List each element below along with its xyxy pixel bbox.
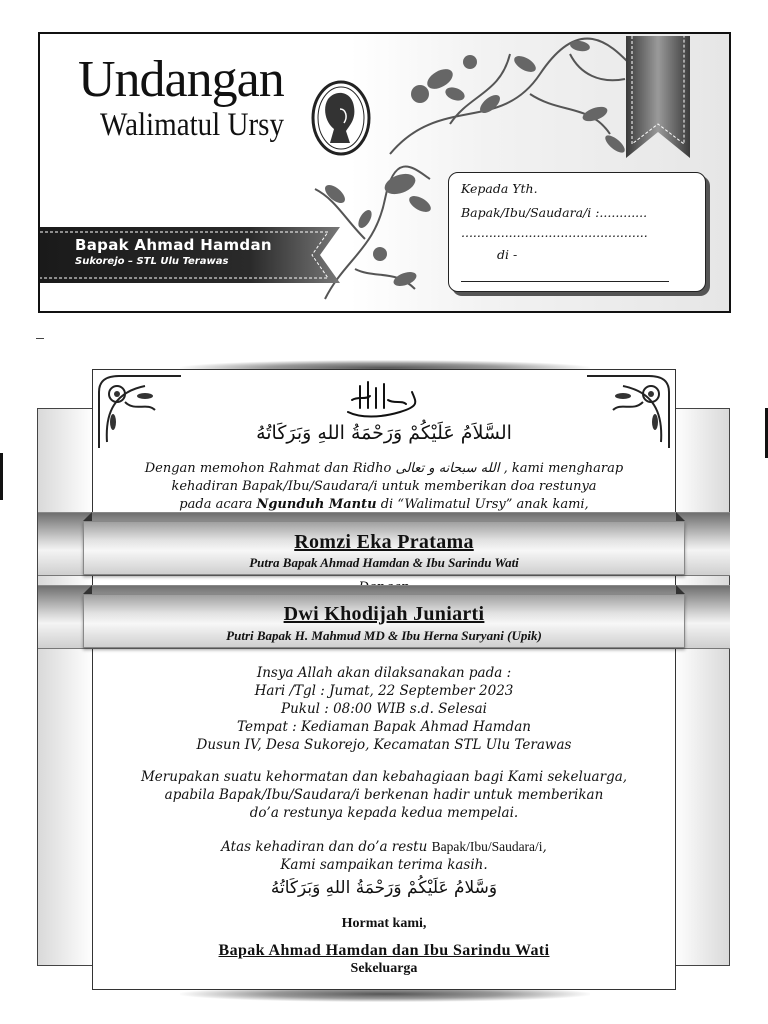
host-name: Bapak Ahmad Hamdan [75,236,272,254]
schedule-line: Insya Allah akan dilaksanakan pada : [256,665,512,681]
closing-line: apabila Bapak/Ibu/Saudara/i berkenan hadir untuk memberikan [164,787,604,803]
closing-line: Merupakan suatu kehormatan dan kebahagiaan bagi Kami sekeluarga, [140,769,628,785]
bookmark-ribbon-icon [626,36,690,158]
floral-vine-icon [380,34,640,174]
envelope-cover [38,32,731,313]
address-line: Bapak/Ibu/Saudara/i :............ [461,205,648,220]
intro-line: Dengan memohon Rahmat dan Ridho الله سبحانه و تعالى , kami mengharap [144,461,624,476]
groom-parents: Putra Bapak Ahmad Hamdan & Ibu Sarindu Wati [249,555,519,570]
groom-name: Romzi Eka Pratama [294,531,474,553]
thanks-line [92,838,676,856]
thanks-line: Kami sampaikan terima kasih. [280,857,488,873]
signer-family: Sekeluarga [350,961,418,976]
thanks-text: , [542,839,547,855]
address-line: Kepada Yth. [461,181,538,196]
ribbon-fold [83,585,92,594]
intro-text: di “Walimatul Ursy” anak kami, [376,497,589,512]
ribbon-fold [676,585,685,594]
edge-mark [0,453,3,500]
cameo-portrait-icon [310,79,372,157]
closing-line: do’a restunya kepada kedua mempelai. [249,805,519,821]
intro-text: pada acara [179,497,257,512]
separator-dash [36,338,44,339]
cover-subtitle: Walimatul Ursy [100,107,284,143]
ribbon-fold [83,512,92,521]
address-rule [461,281,669,282]
schedule-address: Dusun IV, Desa Sukorejo, Kecamatan STL Ulu Terawas [196,737,572,753]
thanks-text: Atas kehadiran dan do’a restu [221,839,432,855]
closing-greeting-arabic: وَسَّلامُ عَلَيْكُمْ وَرَحْمَةُ اللهِ وَبَرَكَاتُهُ [270,878,498,898]
bride-parents: Putri Bapak H. Mahmud MD & Ibu Herna Suryani (Upik) [226,628,542,643]
intro-line: kehadiran Bapak/Ibu/Saudara/i untuk memberikan doa restunya [171,479,597,494]
bride-name: Dwi Khodijah Juniarti [283,603,485,625]
host-place: Sukorejo – STL Ulu Terawas [75,256,229,267]
address-line: ............................................... [461,225,648,240]
basmalah-calligraphy-icon [340,378,420,422]
regards: Hormat kami, [341,916,427,931]
event-name: Ngunduh Mantu [256,497,377,512]
ribbon-fold [676,512,685,521]
address-box [448,172,706,292]
address-line: di - [497,247,518,262]
thanks-addressee: Bapak/Ibu/Saudara/i [431,839,543,854]
cover-title: Undangan [78,51,284,108]
schedule-time: Pukul : 08:00 WIB s.d. Selesai [280,701,487,717]
opening-greeting-arabic: السَّلاَمُ عَلَيْكُمْ وَرَحْمَةُ اللهِ وَبَرَكَاتُهُ [256,422,512,444]
schedule-place: Tempat : Kediaman Bapak Ahmad Hamdan [237,719,531,735]
schedule-date: Hari /Tgl : Jumat, 22 September 2023 [254,683,514,699]
signer-names: Bapak Ahmad Hamdan dan Ibu Sarindu Wati [218,942,550,959]
